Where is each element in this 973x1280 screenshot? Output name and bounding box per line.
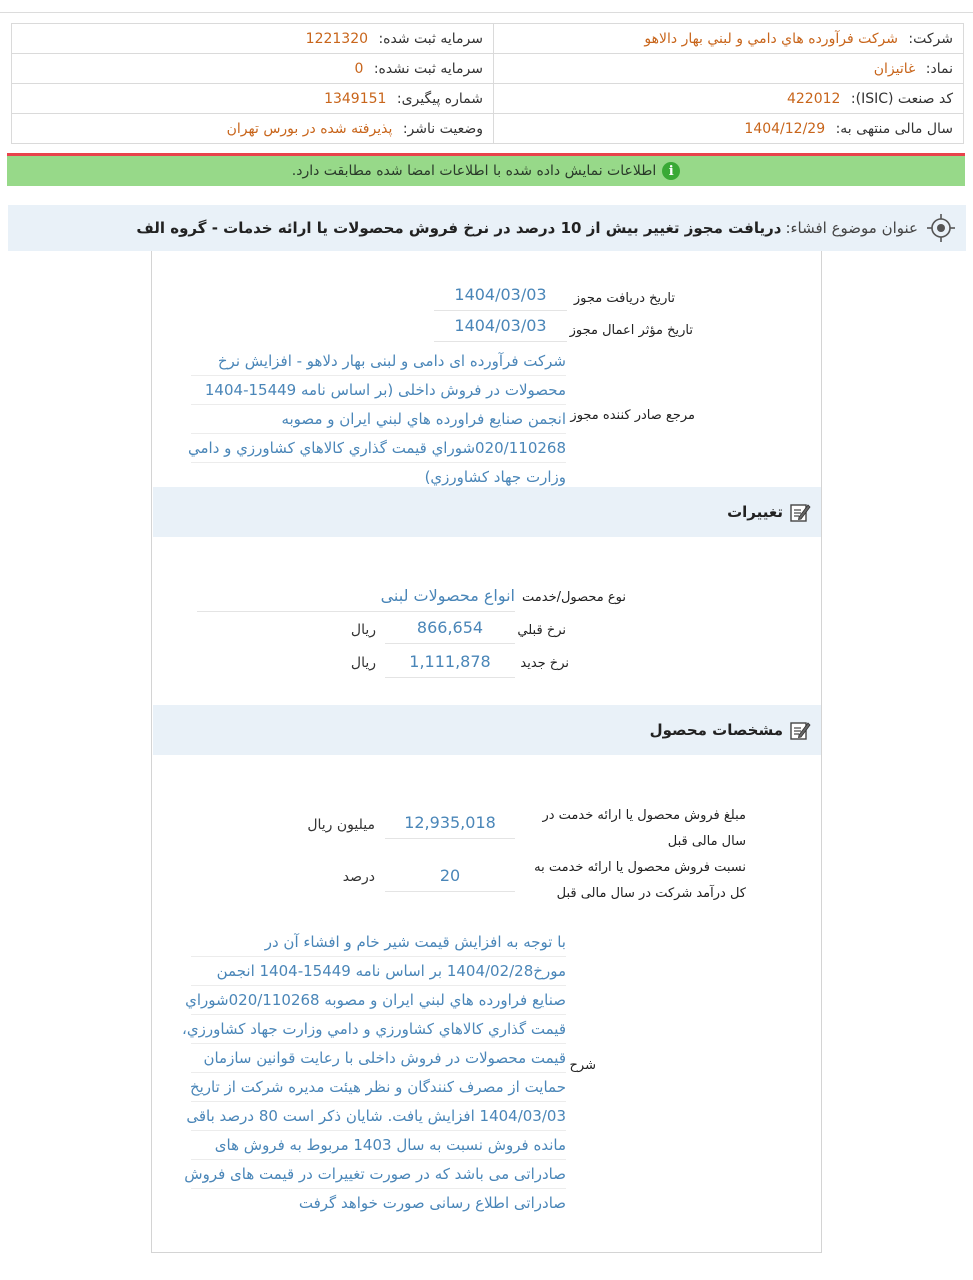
changes-section-title: تغییرات <box>727 503 783 521</box>
subject-label: عنوان موضوع افشاء: <box>785 219 918 237</box>
top-divider <box>0 12 973 13</box>
product-type-value: انواع محصولات لبنی <box>197 585 515 612</box>
notice-text: اطلاعات نمایش داده شده با اطلاعات امضا شده مطابقت دارد. <box>291 163 657 179</box>
description-line: 1404/03/03 افزایش یافت. شایان ذکر است 80 درصد باقی <box>191 1102 566 1131</box>
new-rate-value: 1,111,878 <box>385 651 515 678</box>
info-row <box>12 84 964 114</box>
company-cell <box>494 24 964 54</box>
info-row <box>12 114 964 144</box>
fiscal-year-cell <box>494 114 964 144</box>
description-line: صادراتی می باشد که در صورت تغییرات در قیمت های فروش <box>191 1160 566 1189</box>
symbol-value[interactable]: غاتیزان <box>873 60 916 77</box>
product-specs-section-title: مشخصات محصول <box>649 721 783 739</box>
description-line: قیمت محصولات در فروش داخلی با رعایت قوانین سازمان <box>191 1044 566 1073</box>
registered-capital-value: 1221320 <box>305 30 369 47</box>
unregistered-capital-value: 0 <box>354 60 364 77</box>
description-line: مورخ1404/02/28 بر اساس نامه 15449-1404 انجمن <box>191 957 566 986</box>
sales-amount-label: مبلغ فروش محصول یا ارائه خدمت در سال مالی قبل <box>542 808 746 849</box>
company-info-table <box>11 23 964 144</box>
unregistered-capital-label: سرمایه ثبت نشده: <box>373 60 483 77</box>
registered-capital-cell <box>12 24 494 54</box>
edit-note-icon <box>789 501 811 523</box>
edit-note-icon <box>789 719 811 741</box>
effective-date-label: تاریخ مؤثر اعمال مجوز <box>569 323 693 338</box>
publisher-status-cell <box>12 114 494 144</box>
changes-section-header <box>153 487 821 537</box>
issuer-line: شرکت فرآورده ای دامی و لبنی بهار دلاهو - افزایش نرخ <box>191 347 566 376</box>
signature-notice <box>7 156 965 186</box>
sales-amount-value: 12,935,018 <box>385 812 515 839</box>
symbol-cell <box>494 54 964 84</box>
description-line: با توجه به افزایش قیمت شیر خام و افشاء آن در <box>191 928 566 957</box>
fiscal-year-value: 1404/12/29 <box>744 120 826 137</box>
publisher-status-value: پذیرفته شده در بورس تهران <box>226 120 393 137</box>
sales-ratio-label: نسبت فروش محصول یا ارائه خدمت به کل درآمد شرکت در سال مالی قبل <box>534 860 746 901</box>
subject-title: دریافت مجوز تغییر بیش از 10 درصد در نرخ فروش محصولات یا ارائه خدمات - گروه الف <box>136 219 782 237</box>
issuer-line: وزارت جهاد كشاورزي) <box>424 468 566 486</box>
symbol-label: نماد: <box>925 60 953 77</box>
disclosure-card <box>151 251 822 1253</box>
info-row <box>12 24 964 54</box>
publisher-status-label: وضعیت ناشر: <box>402 120 483 137</box>
issuer-text <box>188 347 566 491</box>
new-rate-label: نرخ جدید <box>520 656 569 671</box>
issuer-label: مرجع صادر کننده مجوز <box>570 408 695 423</box>
tracking-label: شماره پیگیری: <box>396 90 483 107</box>
effective-date-value: 1404/03/03 <box>434 315 567 342</box>
issuer-line: محصولات در فروش داخلی (بر اساس نامه 15449-1404 <box>191 376 566 405</box>
registered-capital-label: سرمایه ثبت شده: <box>378 30 483 47</box>
tracking-cell <box>12 84 494 114</box>
new-rate-unit: ریال <box>350 655 376 671</box>
description-line: مانده فروش نسبت به سال 1403 مربوط به فروش های <box>191 1131 566 1160</box>
old-rate-label: نرخ قبلي <box>517 623 566 638</box>
company-label: شرکت: <box>908 30 953 47</box>
fiscal-year-label: سال مالی منتهی به: <box>835 120 953 137</box>
isic-cell <box>494 84 964 114</box>
description-line: قيمت گذاري كالاهاي كشاورزي و دامي وزارت جهاد كشاورزي، <box>191 1015 566 1044</box>
info-row <box>12 54 964 84</box>
receive-date-value: 1404/03/03 <box>434 284 567 311</box>
sales-amount-unit: میلیون ریال <box>307 817 375 833</box>
description-line: صنايع فراورده هاي لبني ايران و مصوبه 020/110268شوراي <box>191 986 566 1015</box>
isic-value: 422012 <box>786 90 841 107</box>
old-rate-unit: ریال <box>350 622 376 638</box>
unregistered-capital-cell <box>12 54 494 84</box>
tracking-value: 1349151 <box>324 90 387 107</box>
subject-bar <box>8 205 966 251</box>
target-icon <box>926 213 956 243</box>
issuer-line: 020/110268شوراي قيمت گذاري كالاهاي كشاورزي و دامي <box>191 434 566 463</box>
old-rate-value: 866,654 <box>385 617 515 644</box>
product-type-label: نوع محصول/خدمت <box>522 590 626 605</box>
info-icon: i <box>662 162 680 180</box>
isic-label: کد صنعت (ISIC): <box>850 90 953 107</box>
description-line: صادراتی اطلاع رسانی صورت خواهد گرفت <box>298 1194 566 1212</box>
issuer-line: انجمن صنايع فراورده هاي لبني ايران و مصوبه <box>191 405 566 434</box>
company-value[interactable]: شرکت فرآورده هاي دامي و لبني بهار دالاهو <box>644 30 898 47</box>
description-line: حمایت از مصرف کنندگان و نظر هیئت مدیره شرکت از تاریخ <box>191 1073 566 1102</box>
receive-date-label: تاریخ دریافت مجوز <box>573 291 675 306</box>
product-specs-section-header <box>153 705 821 755</box>
sales-ratio-value: 20 <box>385 865 515 892</box>
description-label: شرح <box>569 1058 596 1073</box>
sales-ratio-unit: درصد <box>342 869 375 885</box>
description-text <box>182 928 566 1217</box>
